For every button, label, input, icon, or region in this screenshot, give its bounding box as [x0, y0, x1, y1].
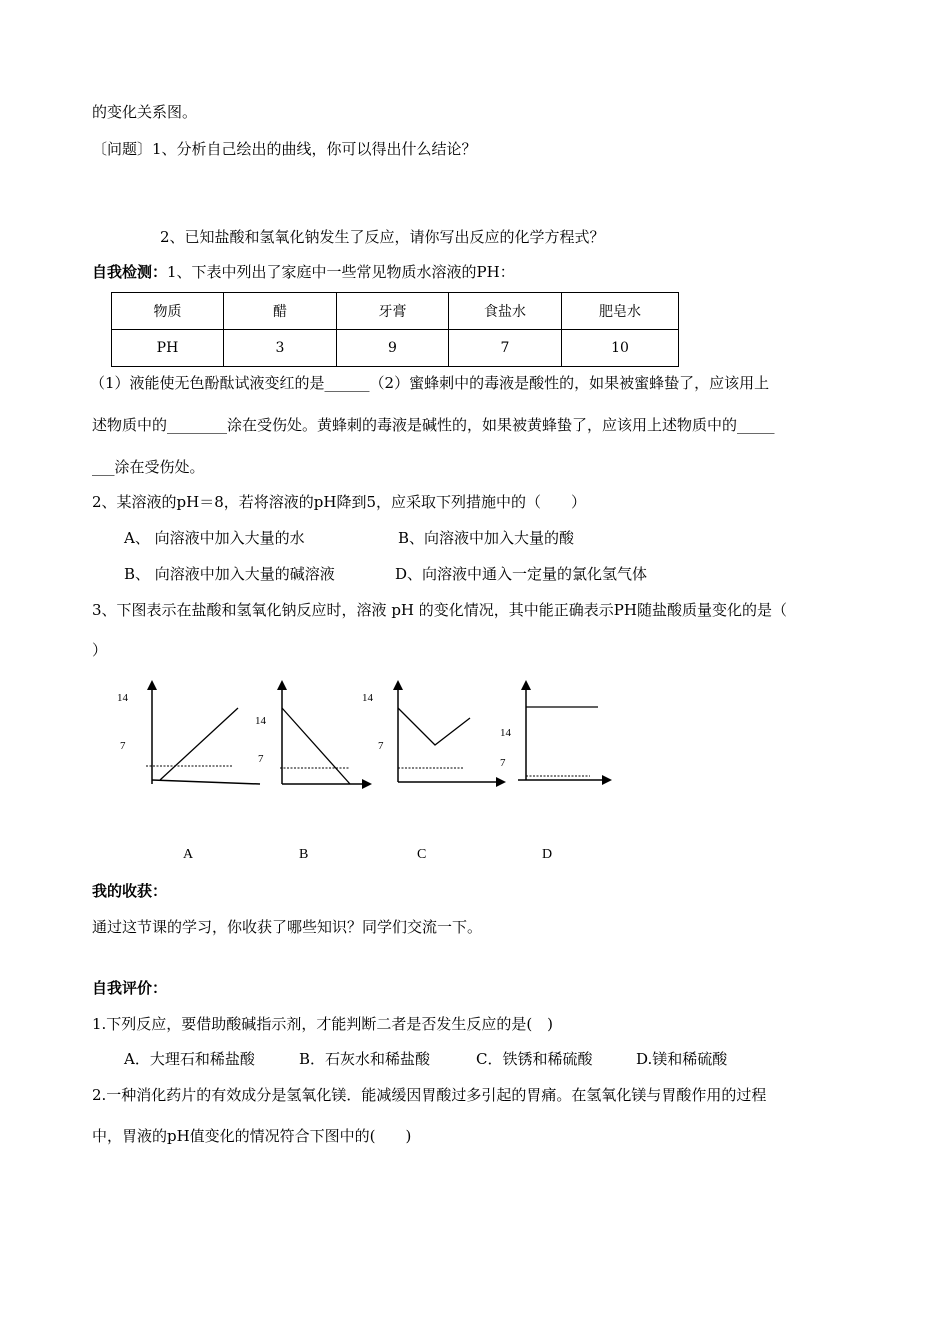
option-text: A、 向溶液中加入大量的水 [124, 529, 305, 547]
tick-label-14: 14 [362, 692, 373, 704]
option-text: A．大理石和稀盐酸 [124, 1050, 255, 1068]
tick-label-14: 14 [500, 727, 511, 739]
question-text: 1、下表中列出了家庭中一些常见物质水溶液的PH： [167, 263, 515, 281]
text-line: 通过这节课的学习，你收获了哪些知识？同学们交流一下。 [92, 918, 483, 936]
table-header-cell: 醋 [224, 293, 337, 330]
table-cell: PH [112, 330, 224, 367]
question-text: ___涂在受伤处。 [92, 458, 205, 476]
question-text: 2、某溶液的pH＝8，若将溶液的pH降到5，应采取下列措施中的（ ） [92, 493, 586, 511]
y-axis-arrow [393, 680, 403, 690]
question-text: ） [92, 641, 108, 659]
question-text: 〔问题〕1、分析自己绘出的曲线，你可以得出什么结论？ [92, 140, 477, 158]
ph-curve [160, 708, 238, 780]
self-check-line [92, 262, 515, 282]
table-header-cell: 肥皂水 [562, 293, 679, 330]
question-text: （1）液能使无色酚酞试液变红的是______（2）蜜蜂刺中的毒液是酸性的，如果被蜜蜂蛰了，应该用上 [90, 374, 770, 392]
table-header-cell: 食盐水 [449, 293, 562, 330]
tick-label-7: 7 [378, 740, 384, 752]
table-row [112, 293, 679, 330]
text-line: 的变化关系图。 [92, 103, 198, 121]
x-axis [152, 780, 260, 784]
tick-label-14: 14 [117, 692, 128, 704]
y-axis-arrow [277, 680, 287, 690]
graph-label-b: B [299, 847, 309, 862]
ph-curve [398, 708, 470, 745]
question-text: 2、已知盐酸和氢氧化钠发生了反应，请你写出反应的化学方程式？ [160, 228, 605, 246]
y-axis-arrow [147, 680, 157, 690]
ph-curve [282, 708, 350, 784]
question-text: 中，胃液的pH值变化的情况符合下图中的( ) [92, 1127, 412, 1145]
tick-label-7: 7 [500, 757, 506, 769]
section-heading: 自我评价： [92, 979, 168, 997]
option-text: B．石灰水和稀盐酸 [299, 1050, 431, 1068]
table-cell: 3 [224, 330, 337, 367]
graph-label-c: C [417, 847, 427, 862]
graph-d [490, 680, 630, 800]
table-header-cell: 物质 [112, 293, 224, 330]
section-heading: 自我检测： [92, 263, 168, 281]
graph-a [110, 680, 270, 800]
option-text: D、向溶液中通入一定量的氯化氢气体 [395, 565, 648, 583]
graph-label-d: D [542, 847, 553, 862]
table-cell: 7 [449, 330, 562, 367]
table-header-cell: 牙膏 [337, 293, 449, 330]
question-text: 2.一种消化药片的有效成分是氢氧化镁．能减缓因胃酸过多引起的胃痛。在氢氧化镁与胃酸作用的过程 [92, 1086, 767, 1104]
question-text: 1.下列反应，要借助酸碱指示剂，才能判断二者是否发生反应的是( ) [92, 1015, 554, 1033]
x-axis-arrow [602, 775, 612, 785]
tick-label-7: 7 [120, 740, 126, 752]
tick-label-7: 7 [258, 753, 264, 765]
question-text: 3、下图表示在盐酸和氢氧化钠反应时，溶液 pH 的变化情况，其中能正确表示PH随盐酸质量变化的是（ [92, 601, 787, 619]
option-text: B、 向溶液中加入大量的碱溶液 [124, 565, 335, 583]
table-cell: 9 [337, 330, 449, 367]
option-text: B、向溶液中加入大量的酸 [398, 529, 575, 547]
graph-label-a: A [183, 847, 194, 862]
option-text: C．铁锈和稀硫酸 [476, 1050, 593, 1068]
section-heading: 我的收获： [92, 882, 168, 900]
table-row [112, 330, 679, 367]
tick-label-14: 14 [255, 715, 266, 727]
option-text: D.镁和稀硫酸 [636, 1050, 728, 1068]
table-cell: 10 [562, 330, 679, 367]
ph-table [111, 292, 679, 367]
y-axis-arrow [521, 680, 531, 690]
question-text: 述物质中的________涂在受伤处。黄蜂刺的毒液是碱性的，如果被黄蜂蛰了，应该用上述物质中的_____ [92, 416, 775, 434]
